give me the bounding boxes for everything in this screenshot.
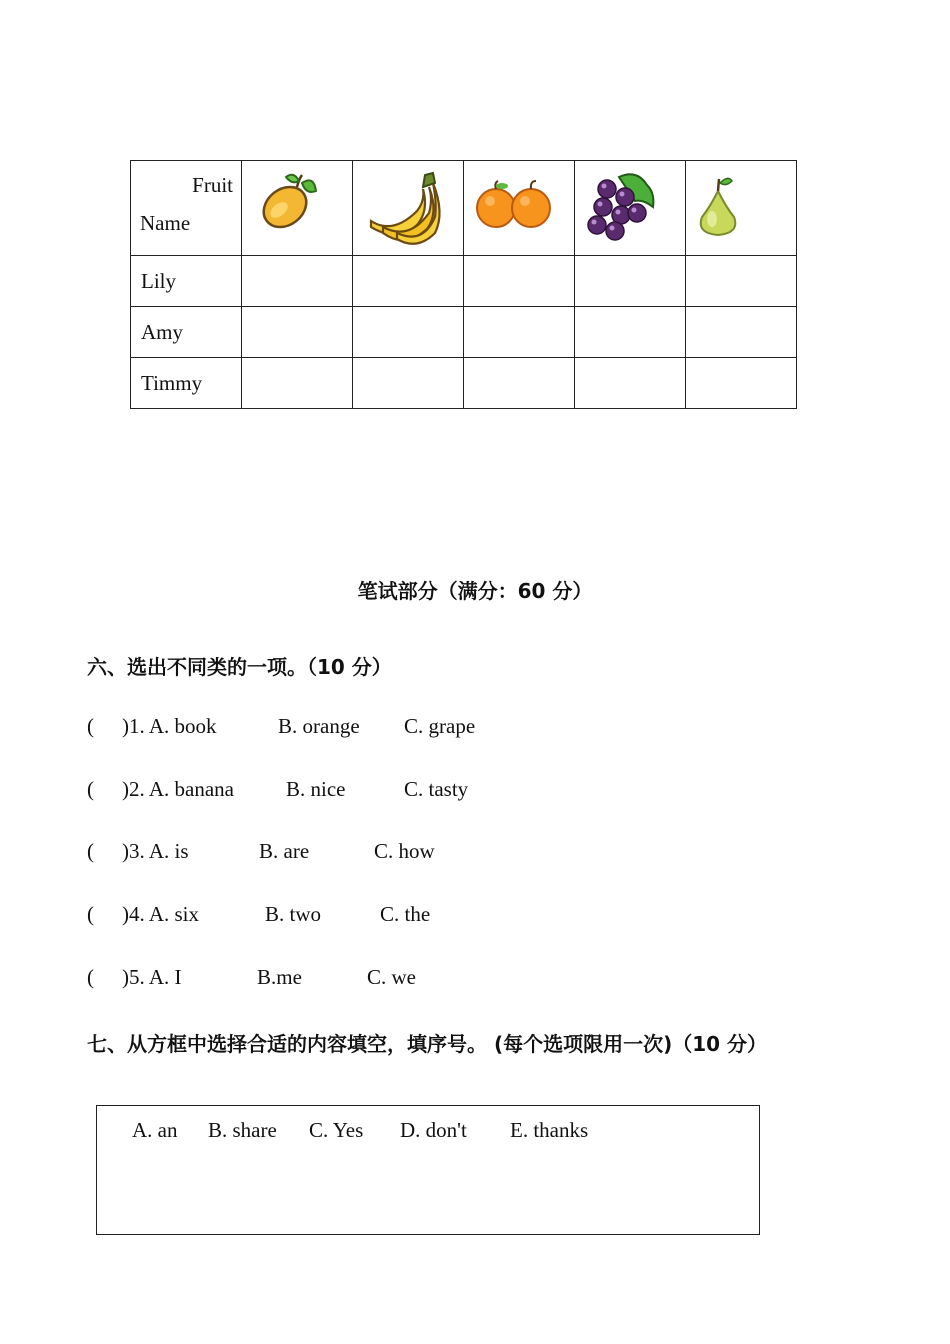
question-option-b: B. orange [278, 714, 360, 738]
word-option: C. Yes [309, 1118, 364, 1142]
pear-cell [686, 161, 797, 256]
header-name-label: Name [140, 211, 191, 235]
header-fruit-label: Fruit [192, 173, 233, 197]
grapes-icon [575, 161, 685, 255]
answer-cell[interactable] [353, 358, 464, 409]
fruit-survey-table [130, 160, 797, 409]
word-option: A. an [132, 1118, 178, 1142]
question-option-b: B.me [257, 965, 302, 989]
question-option-c: C. grape [404, 714, 476, 738]
table-row [131, 358, 797, 409]
answer-cell[interactable] [575, 358, 686, 409]
word-option: D. don't [400, 1118, 467, 1142]
answer-paren[interactable]: ( [87, 839, 94, 863]
part7-heading: 七、从方框中选择合适的内容填空，填序号。 (每个选项限用一次)（10 分） [87, 1032, 768, 1056]
part6-heading: 六、选出不同类的一项。（10 分） [87, 655, 392, 679]
word-option: B. share [208, 1118, 277, 1142]
student-name-cell: Timmy [131, 358, 242, 409]
answer-cell[interactable] [242, 256, 353, 307]
question-option-c: C. how [374, 839, 435, 863]
table-row [131, 256, 797, 307]
question-option-a: )5. A. I [122, 965, 182, 989]
question-option-a: )4. A. six [122, 902, 200, 926]
question-option-c: C. the [380, 902, 431, 926]
answer-paren[interactable]: ( [87, 902, 94, 926]
answer-cell[interactable] [242, 358, 353, 409]
answer-cell[interactable] [464, 256, 575, 307]
answer-cell[interactable] [686, 307, 797, 358]
answer-paren[interactable]: ( [87, 777, 94, 801]
banana-icon [353, 161, 463, 255]
table-row [131, 307, 797, 358]
question-option-c: C. we [367, 965, 416, 989]
question-option-b: B. two [265, 902, 322, 926]
answer-paren[interactable]: ( [87, 965, 94, 989]
answer-cell[interactable] [353, 256, 464, 307]
answer-cell[interactable] [464, 358, 575, 409]
answer-cell[interactable] [575, 256, 686, 307]
answer-cell[interactable] [686, 256, 797, 307]
section-title: 笔试部分（满分：60 分） [357, 579, 593, 603]
question-option-a: )1. A. book [122, 714, 217, 738]
banana-cell [353, 161, 464, 256]
orange-icon [464, 161, 574, 255]
question-option-a: )2. A. banana [122, 777, 234, 801]
answer-cell[interactable] [242, 307, 353, 358]
pear-icon [686, 161, 796, 255]
answer-cell[interactable] [464, 307, 575, 358]
diagonal-header-cell [131, 161, 242, 256]
question-option-b: B. nice [286, 777, 346, 801]
grapes-cell [575, 161, 686, 256]
orange-cell [464, 161, 575, 256]
answer-cell[interactable] [686, 358, 797, 409]
answer-cell[interactable] [575, 307, 686, 358]
student-name-cell: Amy [131, 307, 242, 358]
answer-cell[interactable] [353, 307, 464, 358]
answer-paren[interactable]: ( [87, 714, 94, 738]
question-option-b: B. are [259, 839, 310, 863]
question-option-c: C. tasty [404, 777, 469, 801]
question-option-a: )3. A. is [122, 839, 189, 863]
word-option: E. thanks [510, 1118, 589, 1142]
word-bank-box [96, 1105, 760, 1235]
student-name-cell: Lily [131, 256, 242, 307]
mango-cell [242, 161, 353, 256]
mango-icon [242, 161, 352, 255]
